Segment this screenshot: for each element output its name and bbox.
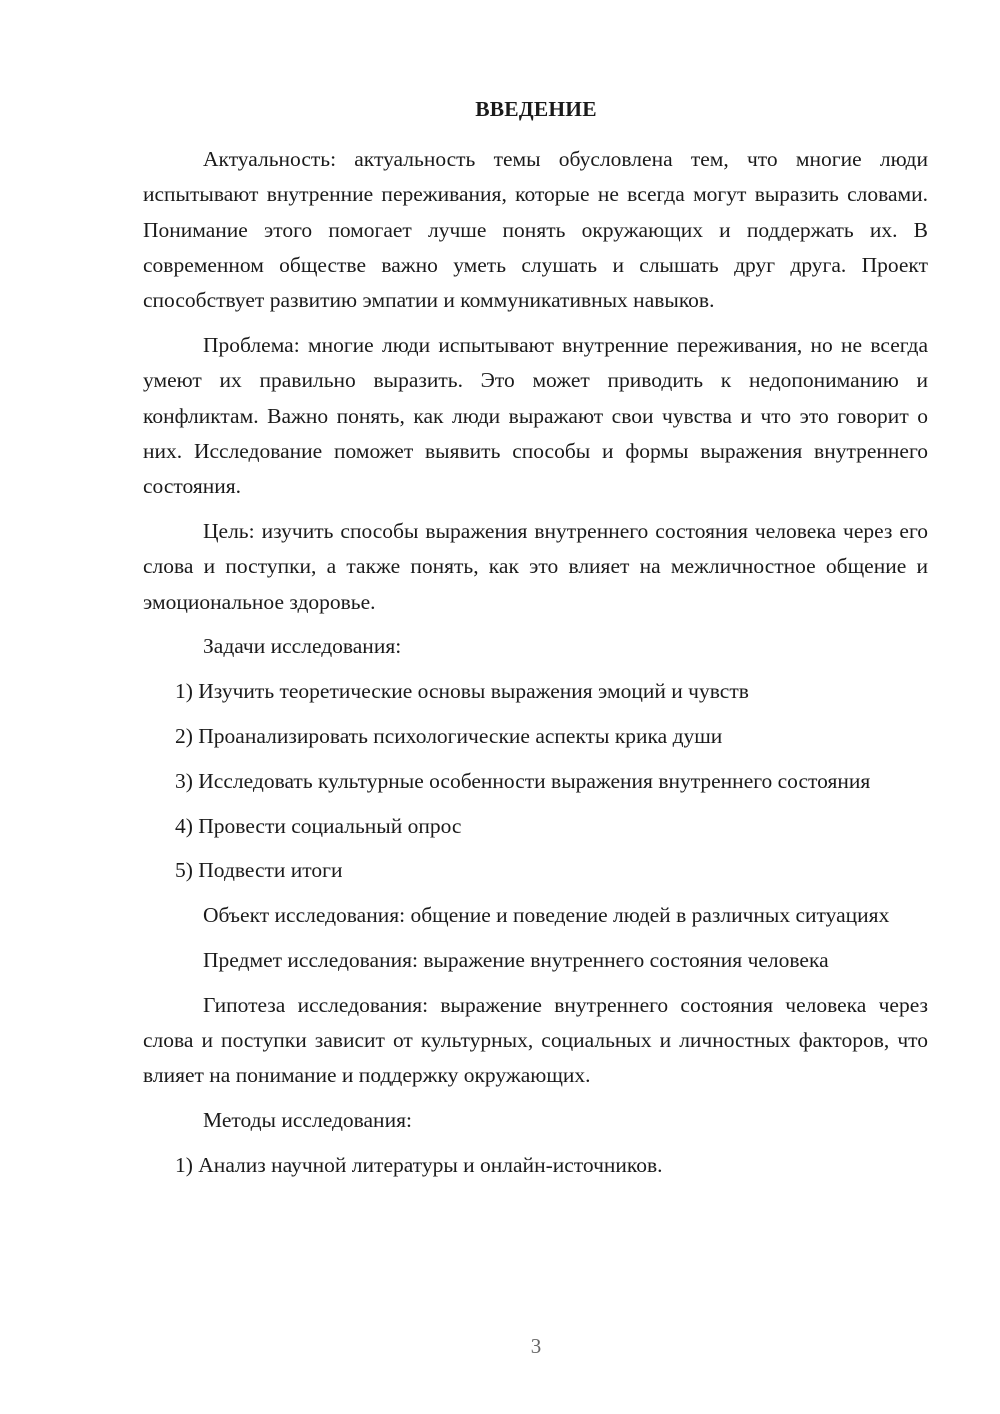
- page-number: 3: [530, 1334, 542, 1358]
- task-item-4: 4) Провести социальный опрос: [175, 813, 462, 838]
- task-item-1: 1) Изучить теоретические основы выражения эмоций и чувств: [175, 679, 749, 704]
- object-paragraph: Объект исследования: общение и поведение людей в различных ситуациях: [203, 903, 890, 928]
- goal-paragraph: Цель: изучить способы выражения внутреннего состояния человека через его слова и поступки, а также понять, как это влияет на межличностное общение и эмоциональное здоровье.: [143, 518, 928, 614]
- tasks-heading: Задачи исследования:: [203, 634, 402, 659]
- page-title: ВВЕДЕНИЕ: [475, 97, 597, 121]
- task-item-3: 3) Исследовать культурные особенности выражения внутреннего состояния: [175, 768, 871, 793]
- methods-heading: Методы исследования:: [203, 1108, 412, 1133]
- relevance-paragraph: Актуальность: актуальность темы обусловлена тем, что многие люди испытывают внутренние переживания, которые не всегда могут выразить словами. Понимание этого помогает лучше понять окружающих и поддержать их. В современном обществе важно уметь слушать и слышать друг друга. Проект способствует развитию эмпатии и коммуникативных навыков.: [143, 147, 928, 313]
- task-item-5: 5) Подвести итоги: [175, 858, 343, 883]
- method-item-1: 1) Анализ научной литературы и онлайн-источников.: [175, 1152, 663, 1177]
- subject-paragraph: Предмет исследования: выражение внутреннего состояния человека: [203, 947, 829, 972]
- problem-paragraph: Проблема: многие люди испытывают внутренние переживания, но не всегда умеют их правильно выразить. Это может приводить к недопониманию и конфликтам. Важно понять, как люди выражают свои чувства и что это говорит о них. Исследование поможет выявить способы и формы выражения внутреннего состояния.: [143, 332, 928, 499]
- task-item-2: 2) Проанализировать психологические аспекты крика души: [175, 723, 723, 748]
- hypothesis-paragraph: Гипотеза исследования: выражение внутреннего состояния человека через слова и поступки зависит от культурных, социальных и личностных факторов, что влияет на понимание и поддержку окружающих.: [143, 992, 928, 1088]
- document-body: [143, 142, 928, 1193]
